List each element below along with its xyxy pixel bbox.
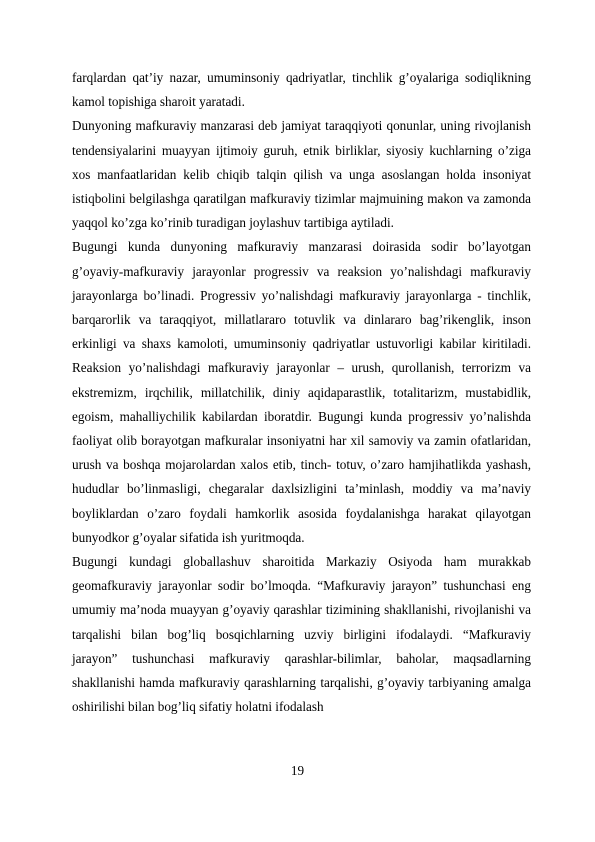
paragraph-3: Bugungi kunda dunyoning mafkuraviy manzarasi doirasida sodir bo’layotgan g’oyaviy-mafkuraviy jarayonlar progressiv va reaksion yo’nalishdagi mafkuraviy jarayonlarga bo’linadi. Progressiv yo’nalishdagi mafkuraviy jarayonlarga - tinchlik, barqarorlik va taraqqiyot, millatlararo totuvlik va dinlararo bag’rikenglik, inson erkinligi va shaxs kamoloti, umuminsoniy qadriyatlar ustuvorligi kabilar kiritiladi. Reaksion yo’nalishdagi mafkuraviy jarayonlar – urush, qurollanish, terrorizm va ekstremizm, irqchilik, millatchilik, diniy aqidaparastlik, totalitarizm, mustabidlik, egoism, mahalliychilik kabilardan iboratdir. Bugungi kunda progressiv yo’nalishda faoliyat olib borayotgan mafkuralar insoniyatni har xil samoviy va zamin ofatlaridan, urush va boshqa mojarolardan xalos etib, tinch- totuv, o’zaro hamjihatlikda yashash, hududlar bo’linmasligi, chegaralar daxlsizligini ta’minlash, moddiy va ma’naviy boyliklardan o’zaro foydali hamkorlik asosida foydalanishga harakat qilayotgan bunyodkor g’oyalar sifatida ish yuritmoqda. [72,239,531,545]
paragraph-1: farqlardan qat’iy nazar, umuminsoniy qadriyatlar, tinchlik g’oyalariga sodiqlikning kamol topishiga sharoit yaratadi. [72,70,531,110]
page-number: 19 [290,763,305,778]
paragraph-4: Bugungi kundagi globallashuv sharoitida Markaziy Osiyoda ham murakkab geomafkuraviy jarayonlar sodir bo’lmoqda. “Mafkuraviy jarayon” tushunchasi eng umumiy ma’noda muayyan g’oyaviy qarashlar tizimining shakllanishi, rivojlanishi va tarqalishi bilan bog’liq bosqichlarning uzviy birligini ifodalaydi. “Mafkuraviy jarayon” tushunchasi mafkuraviy qarashlar-bilimlar, baholar, maqsadlarning shakllanishi hamda mafkuraviy qarashlarning tarqalishi, g’oyaviy tarbiyaning amalga oshirilishi bilan bog’liq sifatiy holatni ifodalash [72,554,531,715]
document-body [72,66,531,719]
paragraph-2: Dunyoning mafkuraviy manzarasi deb jamiyat taraqqiyoti qonunlar, uning rivojlanish tendensiyalarini muayyan ijtimoiy guruh, etnik birliklar, siyosiy kuchlarning o’ziga xos manfaatlaridan kelib chiqib talqin qilish va unga asoslangan holda insoniyat istiqbolini belgilashga qaratilgan mafkuraviy tizimlar majmuining makon va zamonda yaqqol ko’zga ko’rinib turadigan joylashuv tartibiga aytiladi. [72,118,531,231]
